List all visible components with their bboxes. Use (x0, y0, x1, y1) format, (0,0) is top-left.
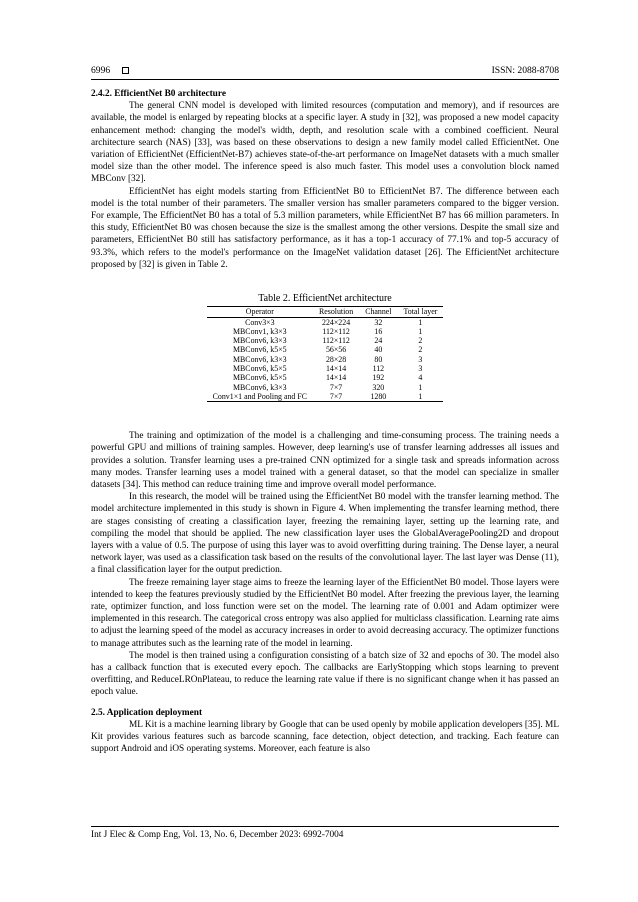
table-row (207, 392, 444, 402)
table-row (207, 383, 444, 392)
paragraph: The freeze remaining layer stage aims to freeze the learning layer of the EfficientNet B0 model. Those layers were intended to keep the features previously studied by the EfficientNet B0 model. After freezing the previous layer, the learning rate, optimizer function, and loss function were set on the model. The learning rate of 0.001 and Adam optimizer were implemented in this research. The categorical cross entropy was also applied for multiclass classification. Learning rate aims to adjust the learning speed of the model as accuracy increases in order to avoid decreasing accuracy. The optimizer functions to manage attributes such as the learning rate of the model in learning. (91, 577, 559, 649)
table-cell: 40 (374, 345, 383, 355)
table-cell: 1 (418, 382, 423, 392)
table-2 (91, 293, 559, 402)
footer-divider (91, 826, 559, 827)
header-divider (91, 79, 559, 80)
table-row (207, 373, 444, 382)
header-left (91, 65, 129, 76)
journal-citation-footer: Int J Elec & Comp Eng, Vol. 13, No. 6, December 2023: 6992-7004 (91, 830, 344, 840)
section-heading-efficientnet: 2.4.2. EfficientNet B0 architecture (91, 89, 226, 99)
table-cell: 7×7 (329, 391, 343, 401)
table-cell: 56×56 (325, 345, 347, 355)
table-cell: 192 (372, 373, 385, 383)
table-cell: 224×224 (322, 317, 351, 327)
journal-issn: ISSN: 2088-8708 (491, 64, 559, 76)
table-cell: 24 (374, 336, 383, 346)
table-cell: 4 (418, 373, 423, 383)
page-header (91, 62, 559, 78)
table-cell: 1 (418, 326, 423, 336)
checkbox-square-icon (122, 67, 129, 74)
table-cell: Conv1×1 and Pooling and FC (212, 391, 307, 401)
table-row (207, 317, 444, 327)
table-cell: MBConv1, k3×3 (233, 326, 287, 336)
column-header: Total layer (397, 307, 443, 317)
table-row (207, 327, 444, 336)
spacer (91, 699, 559, 707)
paragraph: The general CNN model is developed with limited resources (computation and memory), and if resources are available, the model is enlarged by repeating blocks at a specific layer. A study in [32], was proposed a new model capacity enhancement method: changing the model's width, depth, and resolution scale with a combined coefficient. Neural architecture search (NAS) [33], was based on these observations to design a new family model called EfficientNet. One variation of EfficientNet (EfficientNet-B7) achieves state-of-the-art performance on ImageNet datasets with a much smaller model size than the other model. The inference speed is also much faster. This model uses a convolution block named MBConv [32]. (91, 101, 559, 185)
table-cell: 112×112 (322, 336, 350, 346)
table-cell: 3 (418, 354, 423, 364)
table-cell: 2 (418, 336, 423, 346)
column-header: Channel (359, 307, 397, 317)
table-cell: MBConv6, k3×3 (233, 354, 287, 364)
paragraph: ML Kit is a machine learning library by Google that can be used openly by mobile application developers [35]. ML Kit provides various features such as barcode scanning, face detection, object detection, and tracking. Each feature can support Android and iOS operating systems. Moreover, each feature is also (91, 719, 559, 755)
paragraph: In this research, the model will be trained using the EfficientNet B0 model with the transfer learning method. The model architecture implemented in this study is shown in Figure 4. When implementing the transfer learning method, there are stages consisting of creating a classification layer, freezing the remaining layer, setting up the learning rate, and compiling the model that should be applied. The new classification layer uses the GlobalAveragePooling2D and dropout layers with a value of 0.5. The purpose of using this layer was to avoid overfitting during training. The Dense layer, a neural network layer, was used as a classification task based on the results of the convolutional layer. The last layer was Dense (11), a final classification layer for the output prediction. (91, 492, 559, 576)
paragraph: The model is then trained using a configuration consisting of a batch size of 32 and epochs of 30. The model also has a callback function that is executed every epoch. The callbacks are EarlyStopping which stops learning to prevent overfitting, and ReduceLROnPlateau, to reduce the learning rate value if there is no significant change when it has passed an epoch value. (91, 650, 559, 698)
table-cell: 7×7 (329, 382, 343, 392)
table-cell: 3 (418, 364, 423, 374)
table-cell: 112×112 (322, 326, 350, 336)
table-cell: Conv3×3 (245, 317, 275, 327)
table-cell: MBConv6, k3×3 (233, 382, 287, 392)
table-cell: 32 (374, 317, 383, 327)
table-cell: 14×14 (325, 373, 347, 383)
page-number: 6996 (91, 64, 111, 76)
page-body (91, 88, 559, 756)
table-cell: MBConv6, k5×5 (233, 364, 287, 374)
table-cell: 1280 (370, 391, 387, 401)
section-heading-application-deployment: 2.5. Application deployment (91, 707, 203, 718)
table-header-row (207, 307, 444, 317)
table-cell: MBConv6, k5×5 (233, 345, 287, 355)
column-header: Operator (207, 307, 313, 317)
table-cell: 1 (418, 391, 423, 401)
table-cell: 28×28 (325, 354, 347, 364)
table-cell: 2 (418, 345, 423, 355)
table-row (207, 345, 444, 354)
table-cell: 14×14 (325, 364, 347, 374)
column-header: Resolution (313, 307, 359, 317)
table-cell: 16 (374, 326, 383, 336)
table-cell: 1 (418, 317, 423, 327)
table-caption: Table 2. EfficientNet architecture (258, 293, 392, 305)
table-cell: 112 (372, 364, 385, 374)
table-row (207, 355, 444, 364)
table-cell: 80 (374, 354, 383, 364)
table-cell: 320 (372, 382, 385, 392)
table-cell: MBConv6, k3×3 (233, 336, 287, 346)
efficientnet-architecture-table (207, 306, 444, 402)
table-row (207, 336, 444, 345)
table-row (207, 364, 444, 373)
paragraph: The training and optimization of the model is a challenging and time-consuming process. The training needs a powerful GPU and millions of training samples. However, deep learning's use of transfer learning addresses all issues and provides a solution. Transfer learning uses a pre-trained CNN optimized for a single task and spreads information across many modes. Transfer learning uses a model trained with a general dataset, so that the model can specialize in smaller datasets [34]. This method can reduce training time and improve overall model performance. (91, 431, 559, 491)
paragraph: EfficientNet has eight models starting from EfficientNet B0 to EfficientNet B7. The difference between each model is the total number of their parameters. The smaller version has smaller parameters compared to the bigger version. For example, The EfficientNet B0 has a total of 5.3 million parameters, while EfficientNet B7 has 66 million parameters. In this study, EfficientNet B0 was chosen because the size is the smallest among the other versions. Despite the small size and parameters, EfficientNet B0 still has satisfactory performance, as it has a top-1 accuracy of 77.1% and top-5 accuracy of 93.3%, which refers to the model's performance on the ImageNet validation dataset [26]. The EfficientNet architecture proposed by [32] is given in Table 2. (91, 186, 559, 270)
table-cell: MBConv6, k5×5 (233, 373, 287, 383)
